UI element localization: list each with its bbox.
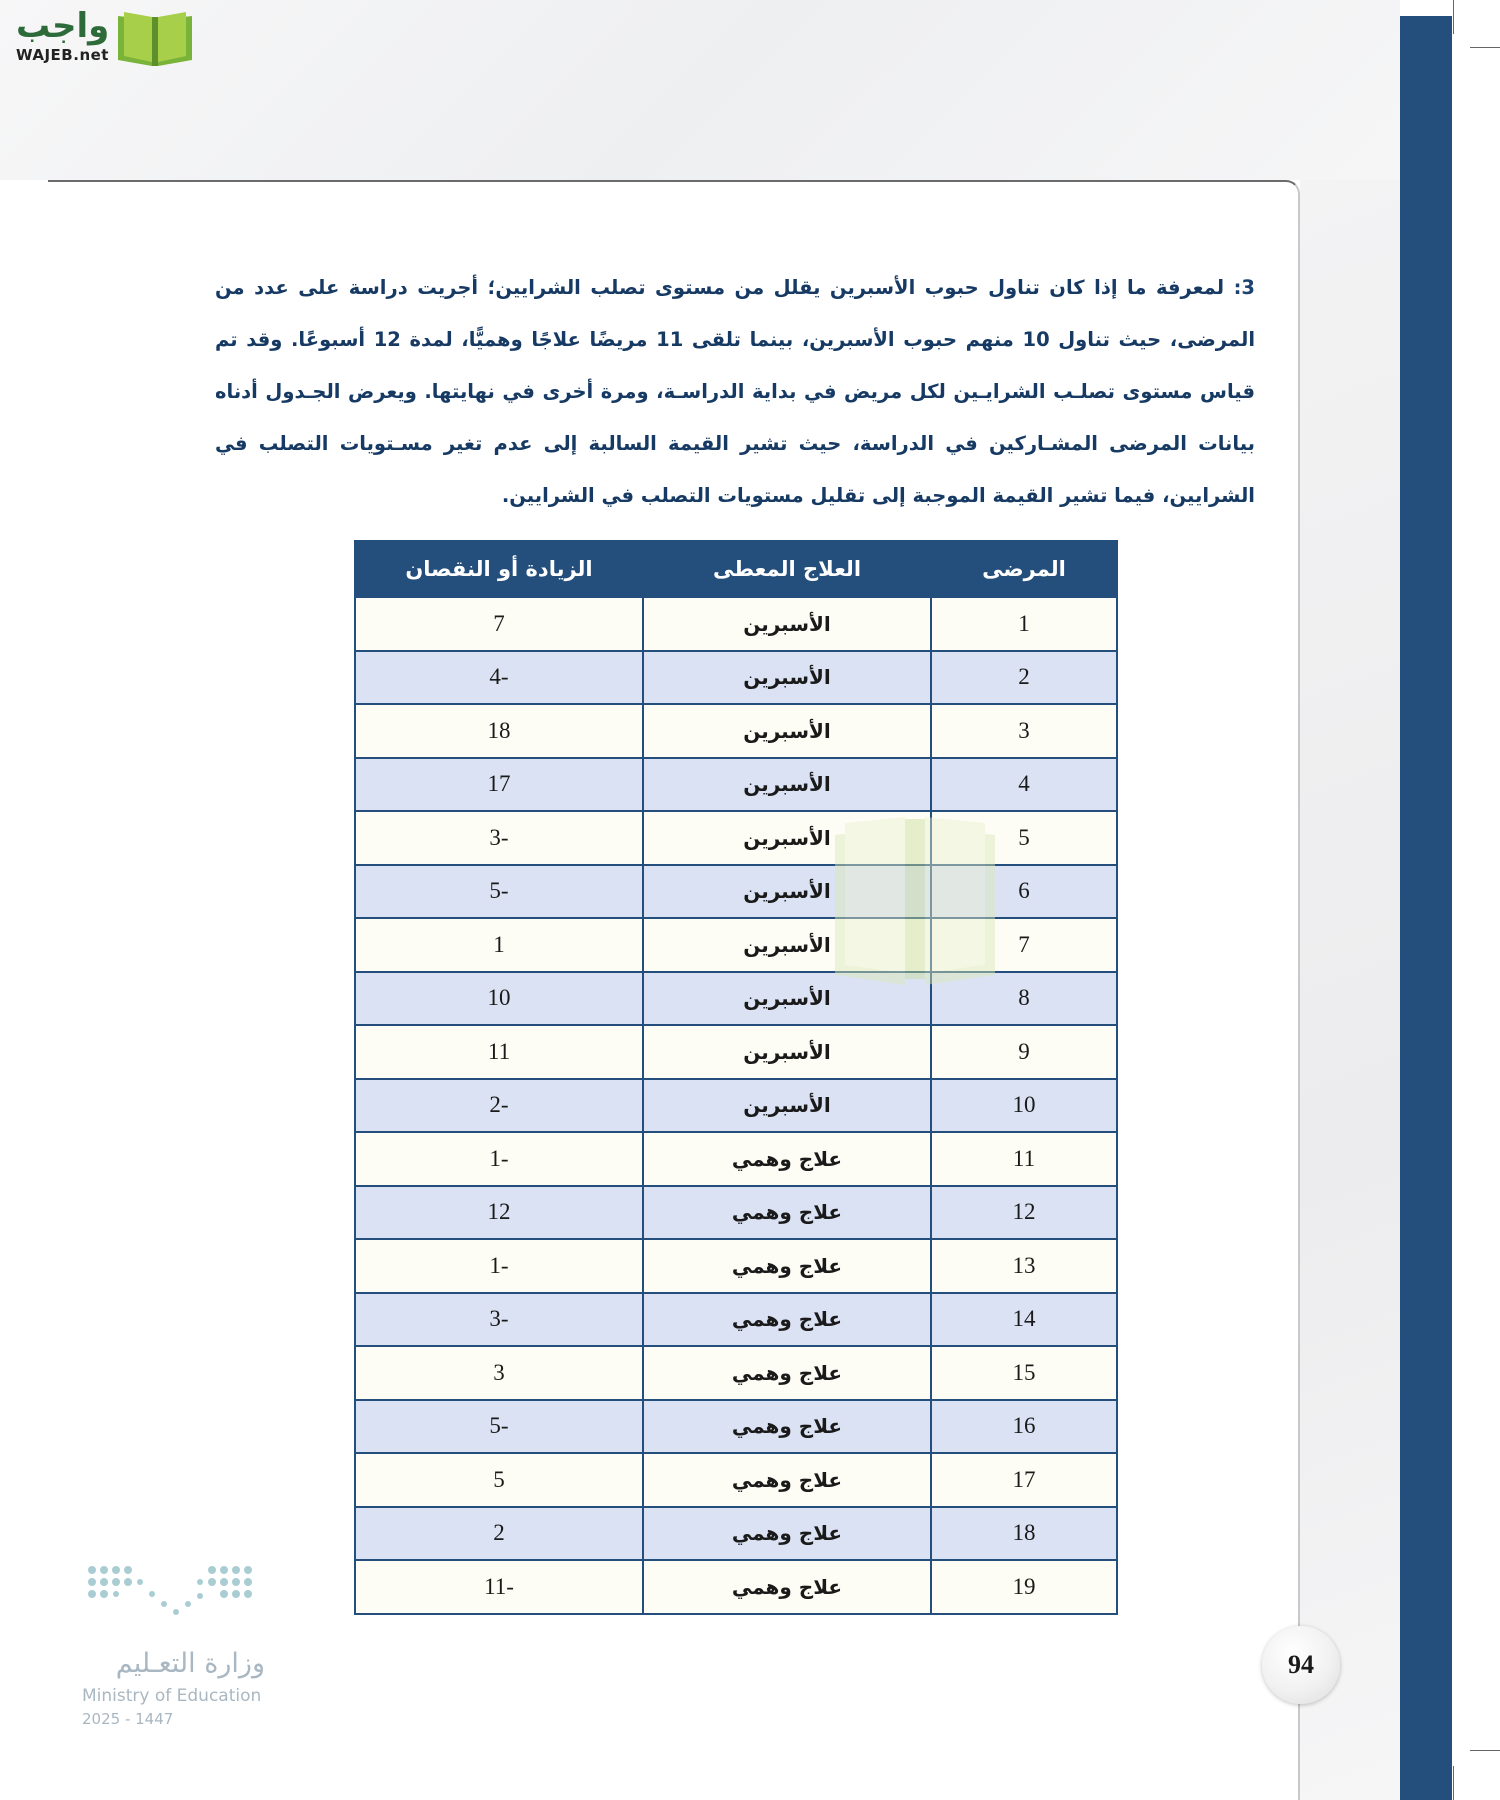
ministry-logo bbox=[80, 1560, 280, 1730]
treatment: علاج وهمي bbox=[643, 1560, 931, 1614]
right-margin-background bbox=[1300, 180, 1400, 1800]
ministry-dots-icon bbox=[80, 1560, 270, 1640]
patient-number: 2 bbox=[931, 651, 1117, 705]
table-row bbox=[355, 1507, 1117, 1561]
change-value: 17 bbox=[355, 758, 643, 812]
treatment: علاج وهمي bbox=[643, 1453, 931, 1507]
patient-number: 15 bbox=[931, 1346, 1117, 1400]
patient-number: 18 bbox=[931, 1507, 1117, 1561]
treatment: علاج وهمي bbox=[643, 1293, 931, 1347]
book-icon bbox=[116, 10, 194, 68]
crop-mark bbox=[1453, 0, 1454, 34]
table-row bbox=[355, 1186, 1117, 1240]
change-value: 12 bbox=[355, 1186, 643, 1240]
change-value: -4 bbox=[355, 651, 643, 705]
patient-number: 6 bbox=[931, 865, 1117, 919]
change-value: -3 bbox=[355, 811, 643, 865]
treatment: علاج وهمي bbox=[643, 1400, 931, 1454]
change-value: 2 bbox=[355, 1507, 643, 1561]
table-row bbox=[355, 1560, 1117, 1614]
problem-statement bbox=[215, 262, 1255, 522]
patient-number: 10 bbox=[931, 1079, 1117, 1133]
change-value: -5 bbox=[355, 865, 643, 919]
change-value: -1 bbox=[355, 1239, 643, 1293]
table-row bbox=[355, 811, 1117, 865]
table-header-row bbox=[355, 541, 1117, 597]
table-row bbox=[355, 1346, 1117, 1400]
table-row bbox=[355, 972, 1117, 1026]
change-value: -5 bbox=[355, 1400, 643, 1454]
change-value: -3 bbox=[355, 1293, 643, 1347]
table-row bbox=[355, 865, 1117, 919]
change-value: 7 bbox=[355, 597, 643, 651]
top-background-band bbox=[0, 0, 1400, 180]
treatment: الأسبرين bbox=[643, 704, 931, 758]
patient-number: 16 bbox=[931, 1400, 1117, 1454]
treatment: الأسبرين bbox=[643, 651, 931, 705]
change-value: 11 bbox=[355, 1025, 643, 1079]
patient-number: 5 bbox=[931, 811, 1117, 865]
treatment: الأسبرين bbox=[643, 918, 931, 972]
treatment: علاج وهمي bbox=[643, 1132, 931, 1186]
patient-number: 11 bbox=[931, 1132, 1117, 1186]
ministry-year: 2025 - 1447 bbox=[82, 1710, 174, 1728]
treatment: الأسبرين bbox=[643, 597, 931, 651]
treatment: علاج وهمي bbox=[643, 1346, 931, 1400]
change-value: 1 bbox=[355, 918, 643, 972]
patient-number: 8 bbox=[931, 972, 1117, 1026]
treatment: علاج وهمي bbox=[643, 1186, 931, 1240]
treatment: الأسبرين bbox=[643, 972, 931, 1026]
problem-text: لمعرفة ما إذا كان تناول حبوب الأسبرين يقلل من مستوى تصلب الشرايين؛ أجريت دراسة على عدد من المرضى، حيث تناول 10 منهم حبوب الأسبرين، بينما تلقى 11 مريضًا علاجًا وهميًّا، لمدة 12 أسبوعًا. وقد تم قياس مستوى تصلـب الشرايـين لكل مريض في بداية الدراسـة، ومرة أخرى في نهايتها. ويعرض الجـدول أدناه بيانات المرضى المشـاركين في الدراسة، حيث تشير القيمة السالبة إلى عدم تغير مسـتويات التصلب في الشرايين، فيما تشير القيمة الموجبة إلى تقليل مستويات التصلب في الشرايين. bbox=[215, 276, 1256, 507]
change-value: -1 bbox=[355, 1132, 643, 1186]
logo-arabic-text: واجب bbox=[16, 6, 110, 46]
change-value: 5 bbox=[355, 1453, 643, 1507]
header-change: الزيادة أو النقصان bbox=[355, 541, 643, 597]
header-patients: المرضى bbox=[931, 541, 1117, 597]
patient-number: 13 bbox=[931, 1239, 1117, 1293]
table-row bbox=[355, 1239, 1117, 1293]
patient-number: 3 bbox=[931, 704, 1117, 758]
patient-number: 4 bbox=[931, 758, 1117, 812]
treatment: علاج وهمي bbox=[643, 1239, 931, 1293]
ministry-english-name: Ministry of Education bbox=[82, 1686, 262, 1706]
patient-number: 17 bbox=[931, 1453, 1117, 1507]
treatment: الأسبرين bbox=[643, 1025, 931, 1079]
change-value: 10 bbox=[355, 972, 643, 1026]
treatment: الأسبرين bbox=[643, 865, 931, 919]
table-row bbox=[355, 1293, 1117, 1347]
wajeb-logo[interactable] bbox=[8, 6, 190, 66]
side-color-bar bbox=[1400, 16, 1452, 1800]
treatment: الأسبرين bbox=[643, 811, 931, 865]
table-row bbox=[355, 1453, 1117, 1507]
treatment: الأسبرين bbox=[643, 758, 931, 812]
table-row bbox=[355, 758, 1117, 812]
patient-number: 7 bbox=[931, 918, 1117, 972]
ministry-arabic-name: وزارة التعـليم bbox=[115, 1648, 265, 1679]
patients-table bbox=[354, 540, 1118, 1615]
patient-number: 19 bbox=[931, 1560, 1117, 1614]
patient-number: 1 bbox=[931, 597, 1117, 651]
patient-number: 9 bbox=[931, 1025, 1117, 1079]
change-value: 18 bbox=[355, 704, 643, 758]
treatment: علاج وهمي bbox=[643, 1507, 931, 1561]
crop-mark bbox=[1470, 1750, 1500, 1751]
problem-number: 3: bbox=[1233, 276, 1255, 299]
table-row bbox=[355, 1132, 1117, 1186]
change-value: 3 bbox=[355, 1346, 643, 1400]
change-value: -11 bbox=[355, 1560, 643, 1614]
table-row bbox=[355, 704, 1117, 758]
change-value: -2 bbox=[355, 1079, 643, 1133]
header-treatment: العلاج المعطى bbox=[643, 541, 931, 597]
crop-mark bbox=[1453, 1766, 1454, 1800]
logo-english-text: WAJEB.net bbox=[16, 46, 109, 64]
table-row bbox=[355, 597, 1117, 651]
table-row bbox=[355, 1400, 1117, 1454]
table-row bbox=[355, 651, 1117, 705]
table-row bbox=[355, 1025, 1117, 1079]
treatment: الأسبرين bbox=[643, 1079, 931, 1133]
patient-number: 14 bbox=[931, 1293, 1117, 1347]
table-row bbox=[355, 918, 1117, 972]
crop-mark bbox=[1470, 47, 1500, 48]
patient-number: 12 bbox=[931, 1186, 1117, 1240]
table-row bbox=[355, 1079, 1117, 1133]
page-number: 94 bbox=[1262, 1626, 1340, 1704]
